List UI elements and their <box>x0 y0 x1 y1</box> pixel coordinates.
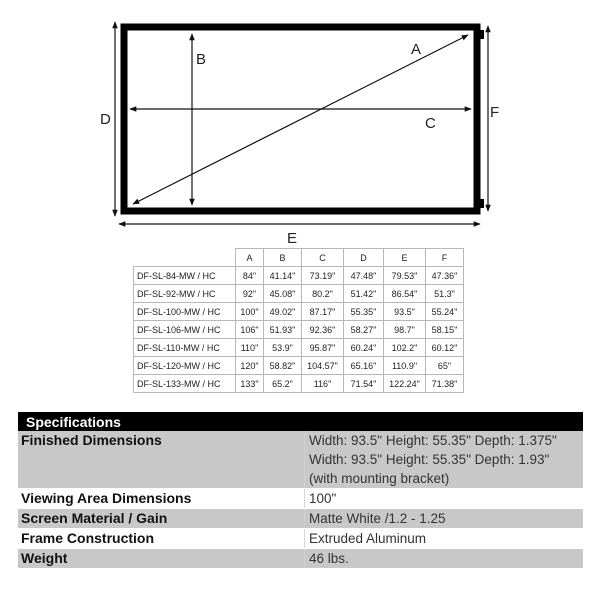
specifications-section <box>18 412 583 569</box>
cell-c: 104.57" <box>302 357 344 375</box>
model-size-table <box>133 248 464 393</box>
cell-c: 73.19" <box>302 267 344 285</box>
cell-b: 41.14" <box>264 267 302 285</box>
cell-d: 65.16" <box>344 357 384 375</box>
header-corner-cell <box>134 249 236 267</box>
cell-f: 65" <box>426 357 464 375</box>
spec-label: Frame Construction <box>21 530 155 546</box>
cell-a: 106" <box>236 321 264 339</box>
cell-f: 55.24" <box>426 303 464 321</box>
cell-e: 122.24" <box>384 375 426 393</box>
cell-b: 65.2" <box>264 375 302 393</box>
spec-row <box>18 489 583 509</box>
cell-f: 71.38" <box>426 375 464 393</box>
table-row <box>134 267 464 285</box>
cell-f: 60.12" <box>426 339 464 357</box>
header-cell-f: F <box>426 249 464 267</box>
cell-a: 120" <box>236 357 264 375</box>
cell-e: 79.53" <box>384 267 426 285</box>
specifications-title: Specifications <box>18 412 583 431</box>
cell-d: 71.54" <box>344 375 384 393</box>
cell-d: 47.48" <box>344 267 384 285</box>
spec-row <box>18 431 583 489</box>
label-f: F <box>490 104 500 121</box>
cell-a: 92" <box>236 285 264 303</box>
cell-b: 58.82" <box>264 357 302 375</box>
spec-value-line: (with mounting bracket) <box>309 471 450 486</box>
cell-b: 49.02" <box>264 303 302 321</box>
cell-b: 53.9" <box>264 339 302 357</box>
spec-value <box>304 549 583 568</box>
label-b: B <box>196 51 207 68</box>
cell-a: 100" <box>236 303 264 321</box>
spec-value <box>304 431 583 488</box>
spec-value-line: Extruded Aluminum <box>309 531 427 546</box>
cell-e: 86.54" <box>384 285 426 303</box>
label-c: C <box>425 115 436 132</box>
table-row <box>134 285 464 303</box>
mount-tab-bottom <box>478 199 484 208</box>
cell-f: 51.3" <box>426 285 464 303</box>
table-row <box>134 303 464 321</box>
spec-value-line: Width: 93.5" Height: 55.35" Depth: 1.93" <box>309 452 550 467</box>
header-cell-e: E <box>384 249 426 267</box>
spec-value <box>304 529 583 548</box>
header-cell-c: C <box>302 249 344 267</box>
spec-value-line: 46 lbs. <box>309 551 349 566</box>
cell-model: DF-SL-84-MW / HC <box>134 267 236 285</box>
cell-model: DF-SL-120-MW / HC <box>134 357 236 375</box>
cell-d: 55.35" <box>344 303 384 321</box>
cell-c: 80.2" <box>302 285 344 303</box>
spec-row <box>18 529 583 549</box>
label-e: E <box>287 230 298 247</box>
cell-e: 110.9" <box>384 357 426 375</box>
cell-f: 58.15" <box>426 321 464 339</box>
cell-c: 92.36" <box>302 321 344 339</box>
dimension-a-line <box>133 35 468 204</box>
spec-value-line: Width: 93.5" Height: 55.35" Depth: 1.375" <box>309 433 557 448</box>
spec-label: Viewing Area Dimensions <box>21 490 192 506</box>
cell-model: DF-SL-133-MW / HC <box>134 375 236 393</box>
cell-model: DF-SL-100-MW / HC <box>134 303 236 321</box>
label-a: A <box>411 41 422 58</box>
cell-a: 84" <box>236 267 264 285</box>
spec-label: Finished Dimensions <box>21 432 162 448</box>
screen-dimension-diagram <box>0 0 600 250</box>
label-d: D <box>100 111 111 128</box>
cell-model: DF-SL-92-MW / HC <box>134 285 236 303</box>
cell-c: 116" <box>302 375 344 393</box>
table-row <box>134 339 464 357</box>
mount-tab-top <box>478 30 484 39</box>
spec-label: Weight <box>21 550 68 566</box>
header-cell-a: A <box>236 249 264 267</box>
spec-value <box>304 489 583 508</box>
spec-row <box>18 549 583 569</box>
cell-model: DF-SL-106-MW / HC <box>134 321 236 339</box>
cell-e: 98.7" <box>384 321 426 339</box>
spec-value-line: Matte White /1.2 - 1.25 <box>309 511 446 526</box>
header-cell-b: B <box>264 249 302 267</box>
cell-b: 51.93" <box>264 321 302 339</box>
spec-label: Screen Material / Gain <box>21 510 168 526</box>
cell-d: 60.24" <box>344 339 384 357</box>
cell-model: DF-SL-110-MW / HC <box>134 339 236 357</box>
cell-b: 45.08" <box>264 285 302 303</box>
spec-row <box>18 509 583 529</box>
cell-a: 133" <box>236 375 264 393</box>
table-header-row <box>134 249 464 267</box>
cell-a: 110" <box>236 339 264 357</box>
cell-e: 102.2" <box>384 339 426 357</box>
cell-f: 47.36" <box>426 267 464 285</box>
cell-d: 58.27" <box>344 321 384 339</box>
table-row <box>134 321 464 339</box>
header-cell-d: D <box>344 249 384 267</box>
cell-d: 51.42" <box>344 285 384 303</box>
table-row <box>134 357 464 375</box>
cell-c: 87.17" <box>302 303 344 321</box>
cell-e: 93.5" <box>384 303 426 321</box>
cell-c: 95.87" <box>302 339 344 357</box>
spec-value <box>304 509 583 528</box>
spec-value-line: 100" <box>309 491 337 506</box>
table-row <box>134 375 464 393</box>
